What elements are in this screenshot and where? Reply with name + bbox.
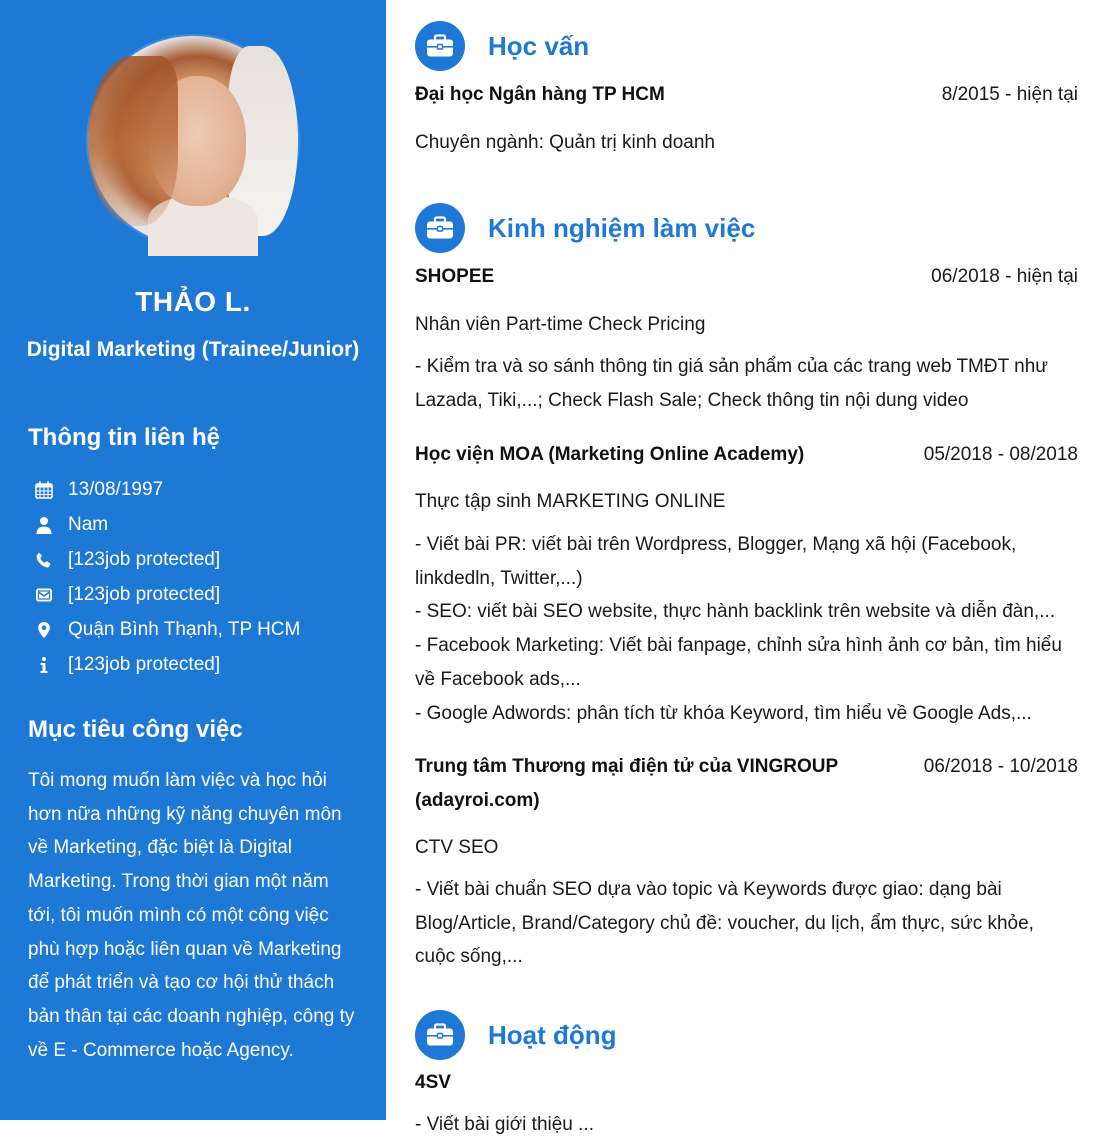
profile-title: Digital Marketing (Trainee/Junior): [26, 338, 360, 361]
contact-item-gender: [34, 507, 300, 542]
contact-birthday: 13/08/1997: [68, 478, 164, 500]
map-marker-icon: [34, 620, 54, 640]
experience-description: - Viết bài chuẩn SEO dựa vào topic và Keywords được giao: dạng bài Blog/Article, Brand/Category chủ đề: voucher, du lịch, ẩm thực, sức khỏe, cuộc sống,...: [415, 879, 1034, 968]
experience-bullet: - SEO: viết bài SEO website, thực hành backlink trên website và diễn đàn,...: [415, 601, 1056, 623]
experience-date: 06/2018 - hiện tại: [931, 266, 1078, 287]
calendar-icon: [34, 480, 54, 500]
experience-role: Nhân viên Part-time Check Pricing: [415, 314, 706, 335]
education-date: 8/2015 - hiện tại: [941, 84, 1078, 105]
experience-org: SHOPEE: [415, 266, 495, 287]
contact-website[interactable]: [123job protected]: [68, 653, 221, 675]
experience-bullet: - Facebook Marketing: Viết bài fanpage, chỉnh sửa hình ảnh cơ bản, tìm hiểu về Facebook ads,...: [415, 635, 1062, 690]
briefcase-icon: [415, 1010, 465, 1060]
user-icon: [34, 515, 54, 535]
experience-role: CTV SEO: [415, 837, 499, 858]
activity-org: 4SV: [415, 1072, 451, 1093]
contact-list: [34, 472, 300, 682]
education-entry: [415, 78, 1078, 112]
contact-item-website[interactable]: [34, 647, 300, 682]
experience-entry-3: [415, 750, 1078, 818]
experience-entry-2: [415, 438, 1078, 472]
section-experience-title: Kinh nghiệm làm việc: [488, 212, 756, 243]
contact-item-birthday: [34, 472, 300, 507]
experience-date: 05/2018 - 08/2018: [923, 444, 1078, 465]
phone-icon: [34, 550, 54, 570]
profile-name: THẢO L.: [135, 286, 251, 317]
experience-bullet: - Viết bài PR: viết bài trên Wordpress, Blogger, Mạng xã hội (Facebook, linkdedln, Twitter,...): [415, 534, 1017, 589]
contact-gender: Nam: [68, 513, 109, 535]
contact-phone[interactable]: [123job protected]: [68, 548, 221, 570]
experience-description: [415, 528, 1080, 730]
experience-org: Học viện MOA (Marketing Online Academy): [415, 444, 805, 465]
main-content: [386, 0, 1106, 1135]
experience-description: - Kiểm tra và so sánh thông tin giá sản phẩm của các trang web TMĐT như Lazada, Tiki,...; Check Flash Sale; Check thông tin nội dung video: [415, 356, 1049, 411]
section-activities-header: [415, 1010, 617, 1060]
avatar: [88, 36, 298, 246]
info-icon: [34, 655, 54, 675]
experience-org: Trung tâm Thương mại điện tử của VINGROUP (adayroi.com): [415, 756, 838, 811]
experience-entry-1: [415, 260, 1078, 294]
section-education-header: [415, 21, 589, 71]
education-detail: Chuyên ngành: Quản trị kinh doanh: [415, 132, 715, 153]
contact-address: Quận Bình Thạnh, TP HCM: [68, 618, 301, 640]
avatar-hair: [88, 56, 178, 226]
contact-item-email[interactable]: [34, 577, 300, 612]
section-experience-header: [415, 203, 755, 253]
contact-email[interactable]: [123job protected]: [68, 583, 221, 605]
objective-heading: Mục tiêu công việc: [28, 716, 243, 743]
briefcase-icon: [415, 21, 465, 71]
experience-bullet: - Google Adwords: phân tích từ khóa Keyword, tìm hiểu về Google Ads,...: [415, 702, 1032, 724]
activity-entry: [415, 1066, 1078, 1100]
contact-item-phone[interactable]: [34, 542, 300, 577]
education-org: Đại học Ngân hàng TP HCM: [415, 84, 665, 105]
envelope-icon: [34, 585, 54, 605]
contact-item-address: [34, 612, 300, 647]
experience-date: 06/2018 - 10/2018: [923, 756, 1078, 777]
section-education-title: Học vấn: [488, 30, 590, 61]
activity-description: - Viết bài giới thiệu ...: [415, 1114, 594, 1135]
section-activities-title: Hoạt động: [488, 1019, 617, 1050]
objective-text: Tôi mong muốn làm việc và học hỏi hơn nữa những kỹ năng chuyên môn về Marketing, đặc biệt là Digital Marketing. Trong thời gian một năm tới, tôi muốn mình có một công việc phù hợp hoặc liên quan về Marketing để phát triển và tạo cơ hội thử thách bản thân tại các doanh nghiệp, công ty về E - Commerce hoặc Agency.: [28, 770, 355, 1061]
contact-heading: Thông tin liên hệ: [28, 424, 220, 451]
briefcase-icon: [415, 203, 465, 253]
sidebar: [0, 0, 386, 1120]
experience-role: Thực tập sinh MARKETING ONLINE: [415, 491, 726, 512]
